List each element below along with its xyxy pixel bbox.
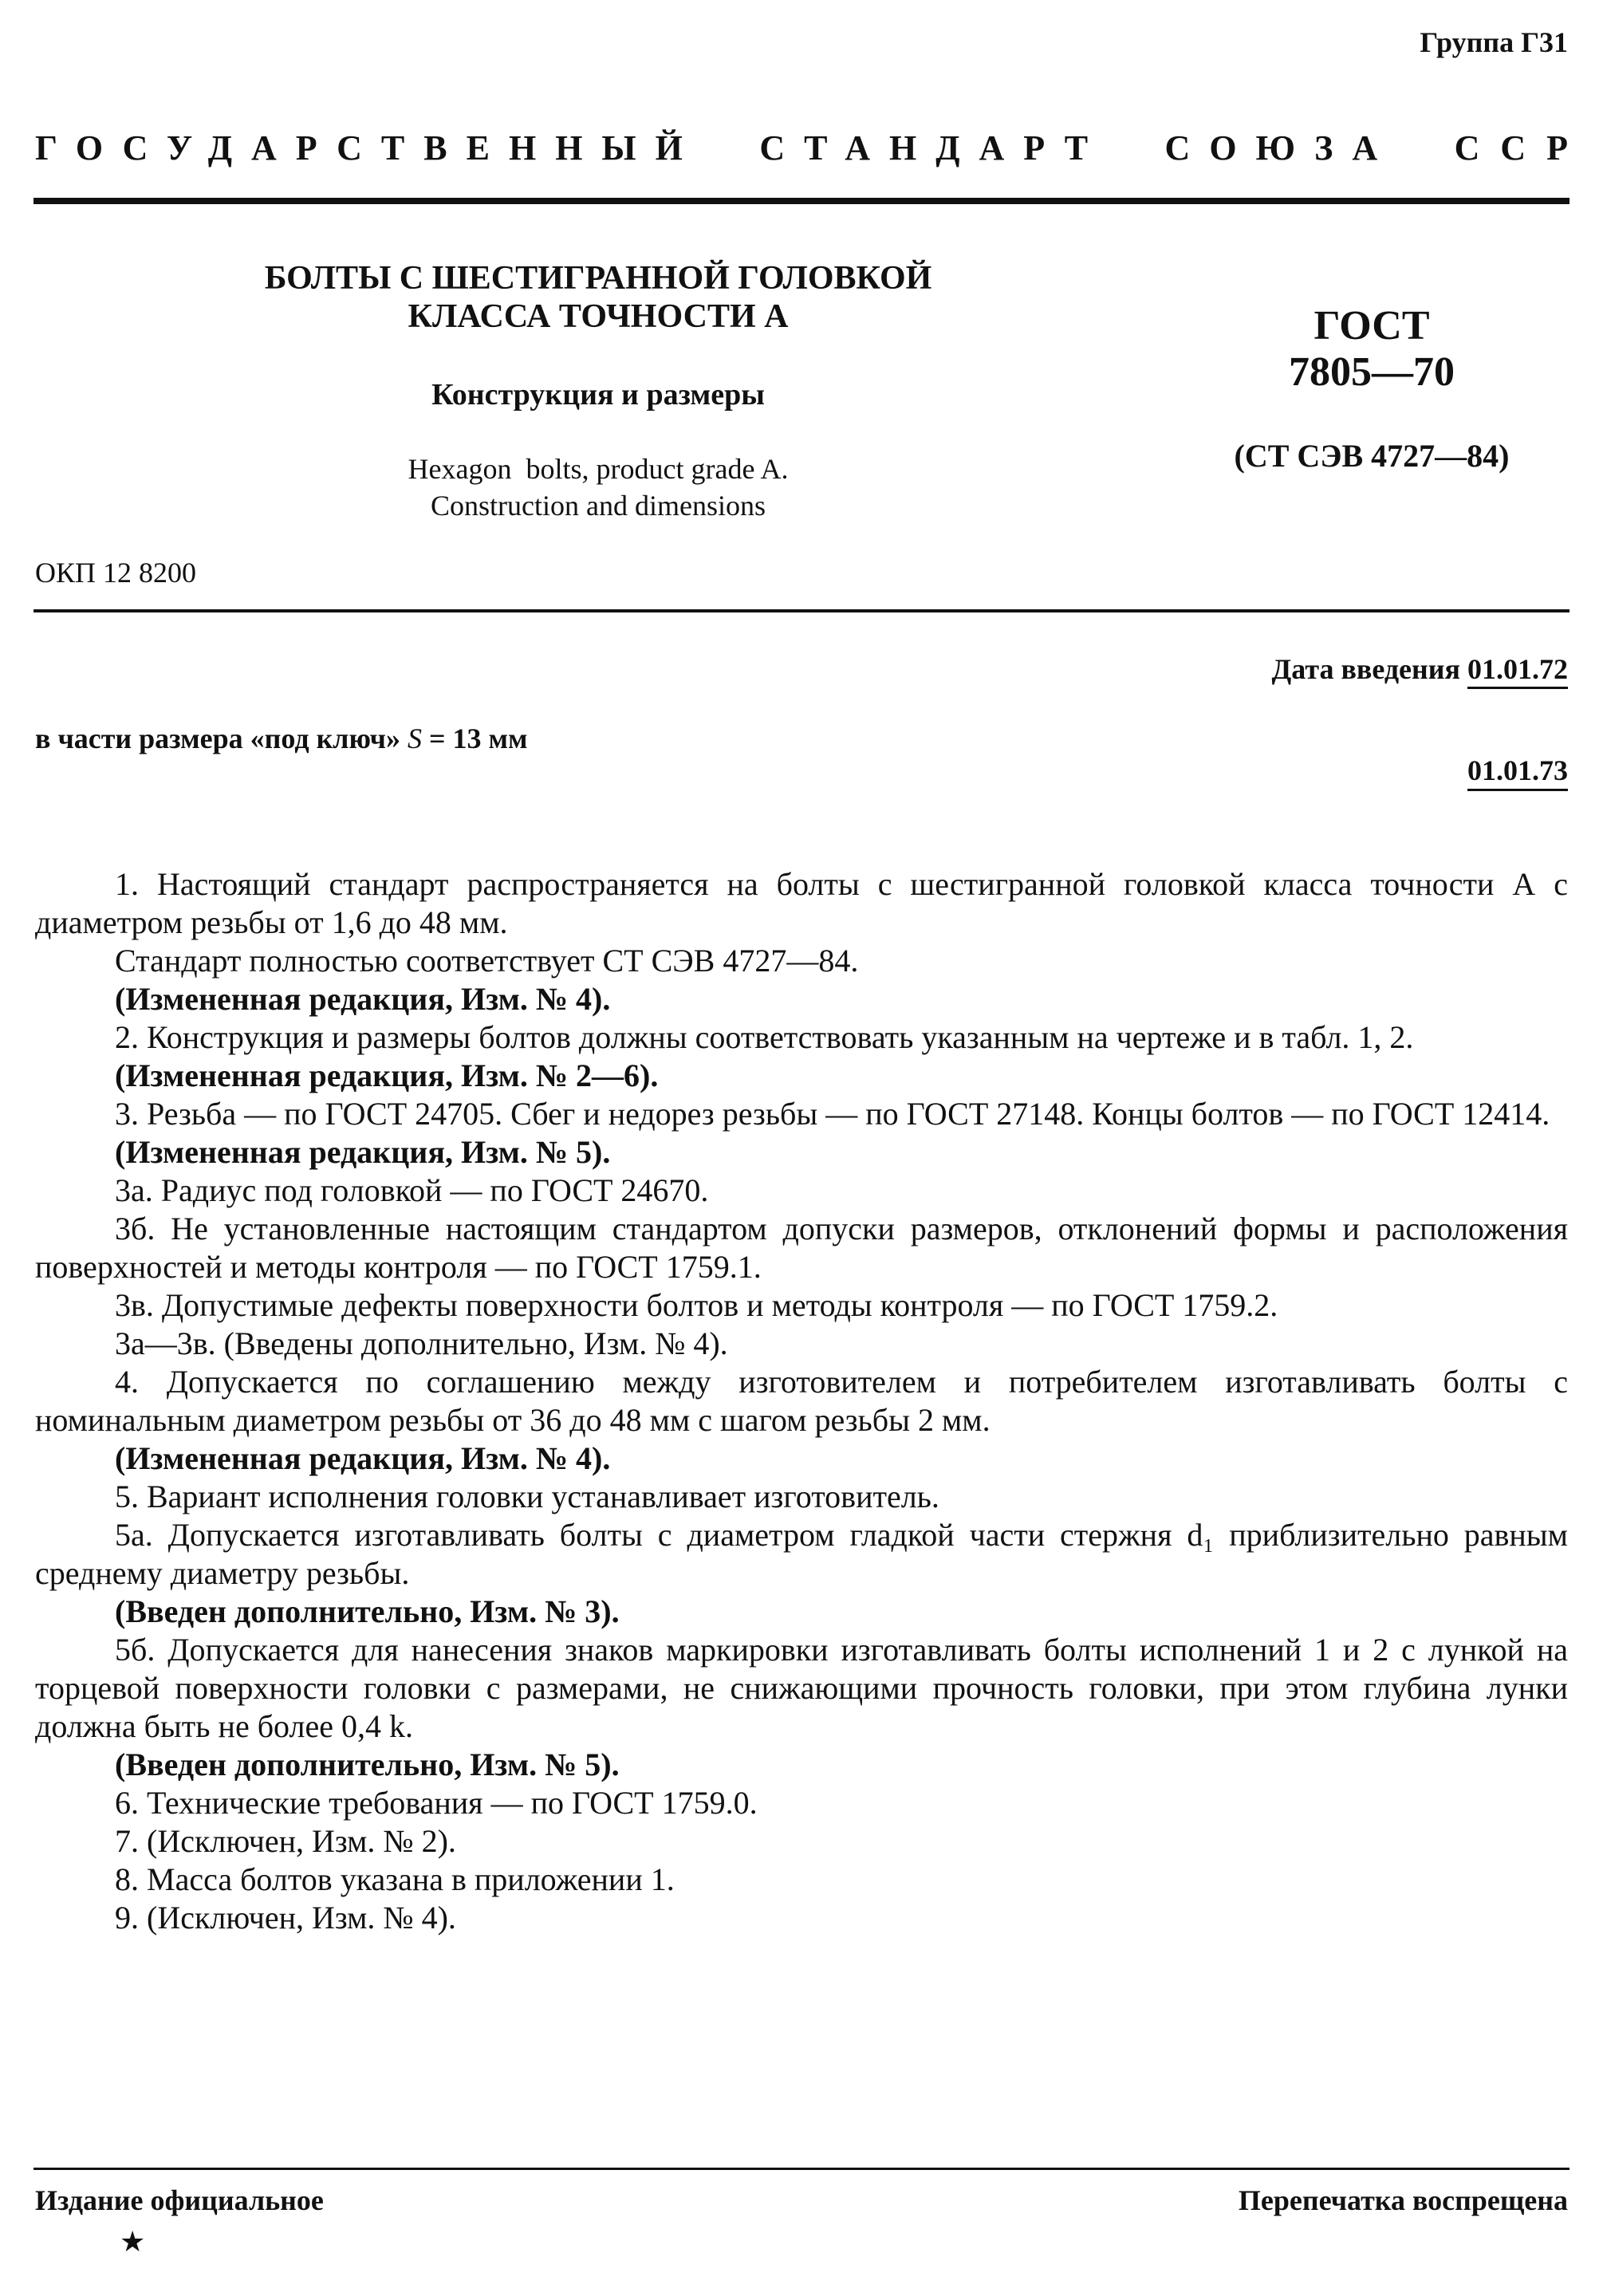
- clause-paragraph: 3а—3в. (Введены дополнительно, Изм. № 4).: [115, 1325, 728, 1361]
- gost-number: 7805—70: [1289, 349, 1455, 395]
- clause-paragraph: 5а. Допускается изготавливать болты с диаметром гладкой части стержня d₁ приблизительно равным среднему диаметру резьбы.: [35, 1517, 1568, 1591]
- intro-date-label: Дата введения: [1271, 653, 1460, 685]
- intro-date-value: 01.01.72: [1467, 653, 1568, 689]
- english-title-line-1: Hexagon bolts, product grade A.: [408, 453, 789, 485]
- clause-paragraph: 3б. Не установленные настоящим стандартом допуски размеров, отклонений формы и расположения поверхностей и методы контроля — по ГОСТ 1759.1.: [35, 1211, 1568, 1285]
- clauses-body: [35, 865, 1568, 1937]
- clause-paragraph: 2. Конструкция и размеры болтов должны соответствовать указанным на чертеже и в табл. 1, 2.: [115, 1019, 1414, 1055]
- clause-paragraph: 3в. Допустимые дефекты поверхности болтов и методы контроля — по ГОСТ 1759.2.: [115, 1287, 1278, 1323]
- clause-paragraph: 5. Вариант исполнения головки устанавливает изготовитель.: [115, 1479, 939, 1514]
- clause-paragraph: 9. (Исключен, Изм. № 4).: [115, 1900, 456, 1936]
- state-word-1: ГОСУДАРСТВЕННЫЙ: [35, 128, 702, 167]
- reprint-prohibited-label: Перепечатка воспрещена: [1238, 2184, 1568, 2216]
- gost-label: ГОСТ: [1314, 303, 1430, 349]
- gost-designation: [1172, 303, 1571, 475]
- clause-paragraph: Стандарт полностью соответствует СТ СЭВ 4727—84.: [115, 943, 859, 979]
- clause-paragraph: 3. Резьба — по ГОСТ 24705. Сбег и недорез резьбы — по ГОСТ 27148. Концы болтов — по ГОСТ 12414.: [115, 1096, 1550, 1132]
- star-icon: ★: [120, 2226, 146, 2258]
- amendment-note: (Измененная редакция, Изм. № 5).: [115, 1134, 611, 1170]
- clause-paragraph: 7. (Исключен, Изм. № 2).: [115, 1823, 456, 1859]
- part-size-note: [35, 722, 528, 755]
- part-size-date: 01.01.73: [1467, 754, 1568, 791]
- group-label: Группа Г31: [1420, 26, 1568, 58]
- intro-date: [1272, 652, 1569, 686]
- header-divider: [33, 198, 1570, 204]
- clause-paragraph: 8. Масса болтов указана в приложении 1.: [115, 1861, 675, 1897]
- state-word-4: ССР: [1454, 128, 1589, 167]
- clause-paragraph: 3а. Радиус под головкой — по ГОСТ 24670.: [115, 1172, 709, 1208]
- part-size-var: S: [407, 723, 422, 754]
- amendment-note: (Измененная редакция, Изм. № 4).: [115, 1440, 611, 1476]
- english-title-line-2: Construction and dimensions: [431, 490, 766, 522]
- subtitle: Конструкция и размеры: [431, 378, 765, 412]
- state-word-2: СТАНДАРТ: [759, 128, 1108, 167]
- clause-paragraph: 5б. Допускается для нанесения знаков маркировки изготавливать болты исполнений 1 и 2 с лункой на торцевой поверхности головки с размерами, не снижающими прочность головки, при этом глубина лунки должна быть не более 0,4 k.: [35, 1632, 1568, 1744]
- part-size-suffix: = 13 мм: [428, 723, 528, 754]
- title-line-2: КЛАССА ТОЧНОСТИ А: [408, 298, 789, 335]
- state-standard-heading: [35, 128, 1589, 168]
- amendment-note: (Введен дополнительно, Изм. № 5).: [115, 1747, 620, 1782]
- official-edition-label: Издание официальное: [35, 2184, 324, 2216]
- amendment-note: (Введен дополнительно, Изм. № 3).: [115, 1593, 620, 1629]
- state-word-3: СОЮЗА: [1164, 128, 1397, 167]
- amendment-note: (Измененная редакция, Изм. № 4).: [115, 981, 611, 1017]
- title-divider: [33, 609, 1570, 612]
- okp-code: ОКП 12 8200: [35, 557, 197, 589]
- clause-paragraph: 4. Допускается по соглашению между изготовителем и потребителем изготавливать болты с номинальным диаметром резьбы от 36 до 48 мм с шагом резьбы 2 мм.: [35, 1364, 1568, 1438]
- sev-reference: (СТ СЭВ 4727—84): [1234, 438, 1510, 474]
- part-size-prefix: в части размера «под ключ»: [35, 723, 400, 754]
- clause-paragraph: 6. Технические требования — по ГОСТ 1759.0.: [115, 1785, 758, 1821]
- amendment-note: (Измененная редакция, Изм. № 2—6).: [115, 1057, 659, 1093]
- title-line-1: БОЛТЫ С ШЕСТИГРАННОЙ ГОЛОВКОЙ: [264, 260, 932, 297]
- document-title-block: [207, 259, 989, 524]
- clause-paragraph: 1. Настоящий стандарт распространяется на болты с шестигранной головкой класса точности А с диаметром резьбы от 1,6 до 48 мм.: [35, 866, 1568, 940]
- footer-divider: [33, 2168, 1570, 2170]
